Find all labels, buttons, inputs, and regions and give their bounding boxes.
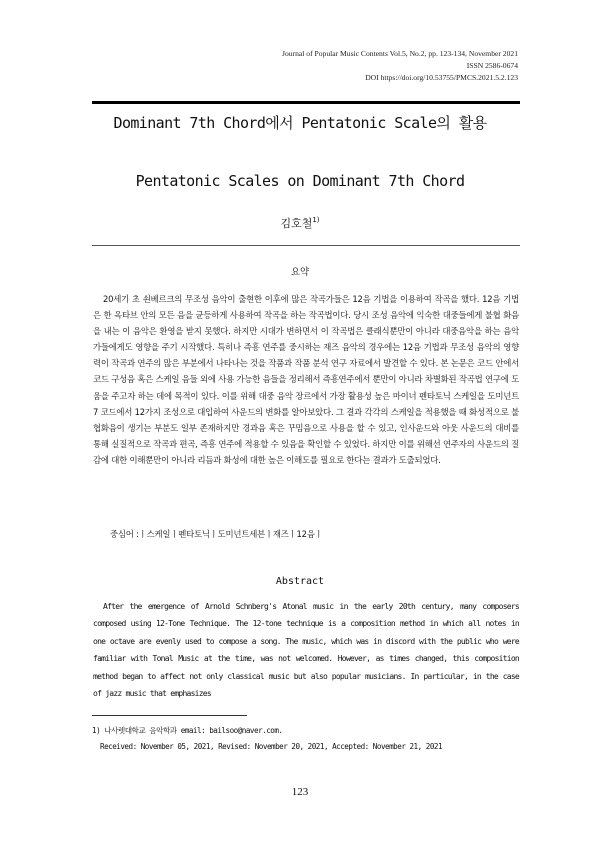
journal-doi: DOI https://doi.org/10.53755/PMCS.2021.5.2.123 xyxy=(365,73,518,82)
journal-citation: Journal of Popular Music Contents Vol.5, No.2, pp. 123-134, November 2021 xyxy=(282,49,518,58)
abstract-korean-body: 20세기 초 쇤베르크의 무조성 음악이 출현한 이후에 많은 작곡가들은 12음 기법을 이용하여 작곡을 했다. 12음 기법은 한 옥타브 안의 모든 음을 균등하게 사용하여 작곡을 하는 작곡법이다. 당시 조성 음악에 익숙한 대중들에게 불협 화음을 내는 이 음악은 환영을 받지 못했다. 하지만 시대가 변하면서 이 작곡법은 클래식뿐만이 아니라 대중음악을 하는 음악가들에게도 영향을 주기 시작했다. 특히나 즉흥 연주를 중시하는 재즈 음악의 경우에는 12음 기법과 무조성 음악의 영향력이 작곡과 연주의 많은 부분에서 나타나는 것을 작품과 작품 분석 연구 자료에서 발견할 수 있다. 본 논문은 코드 안에서 코드 구성음 혹은 스케일 음들 외에 사용 가능한 음들을 정리해서 즉흥연주에서 뿐만이 아니라 차별화된 작곡법 연구에 도움을 주고자 하는 데에 목적이 있다. 이를 위해 대중 음악 장르에서 가장 활용성 높은 마이너 펜타토닉 스케일을 도미넌트 7 코드에서 12가지 조성으로 대입하여 사운드의 변화를 알아보았다. 그 결과 각각의 스케일을 적용했을 때 화성적으로 불협화음이 생기는 부분도 일부 존재하지만 경과음 혹은 꾸밈음으로 사용을 할 수 있고, 인사운드와 아웃 사운드의 대비를 통해 실질적으로 작곡과 편곡, 즉흥 연주에 적용할 수 있음을 확인할 수 있었다. 하지만 이를 위해선 연주자의 사운드의 질감에 대한 이해뿐만이 아니라 리듬과 화성에 대한 높은 이해도를 필요로 한다는 결과가 도출되었다. xyxy=(93,294,520,465)
author-footnote-mark: 1) xyxy=(312,216,320,224)
author xyxy=(0,215,600,231)
footnote-dates: Received: November 05, 2021, Revised: November 20, 2021, Accepted: November 21, 2021 xyxy=(100,742,443,751)
author-rule xyxy=(92,245,520,246)
footnote xyxy=(92,723,442,755)
footnote-rule xyxy=(92,715,247,716)
journal-info xyxy=(282,48,518,84)
title-english: Pentatonic Scales on Dominant 7th Chord xyxy=(135,172,465,190)
footnote-affiliation: 1) 나사렛대학교 음악학과 email: bailsoo@naver.com. xyxy=(92,726,283,735)
journal-issn: ISSN 2586-0674 xyxy=(466,61,518,70)
abstract-english-heading: Abstract xyxy=(275,576,325,587)
header-rule xyxy=(92,101,520,104)
author-name: 김호철 xyxy=(280,217,313,230)
page-number: 123 xyxy=(291,786,309,798)
abstract-korean-heading: 요약 xyxy=(290,267,310,278)
title-korean: Dominant 7th Chord에서 Pentatonic Scale의 활용 xyxy=(113,114,487,132)
keywords: 중심어 :ㅣ스케일ㅣ펜타토닉ㅣ도미넌트세븐ㅣ재즈ㅣ12음ㅣ xyxy=(110,529,323,539)
abstract-english-body: After the emergence of Arnold Schnberg's Atonal music in the early 20th century, many composers composed using 12-Tone Technique. The 12-tone technique is a composition method in which all notes in one octave are evenly used to compose a song. The music, which was in discord with the public who were familiar with Tonal Music at the time, was not welcomed. However, as times changed, this composition method began to affect not only classical music but also popular musicians. In particular, in the case of jazz music that emphasizes xyxy=(93,602,519,699)
